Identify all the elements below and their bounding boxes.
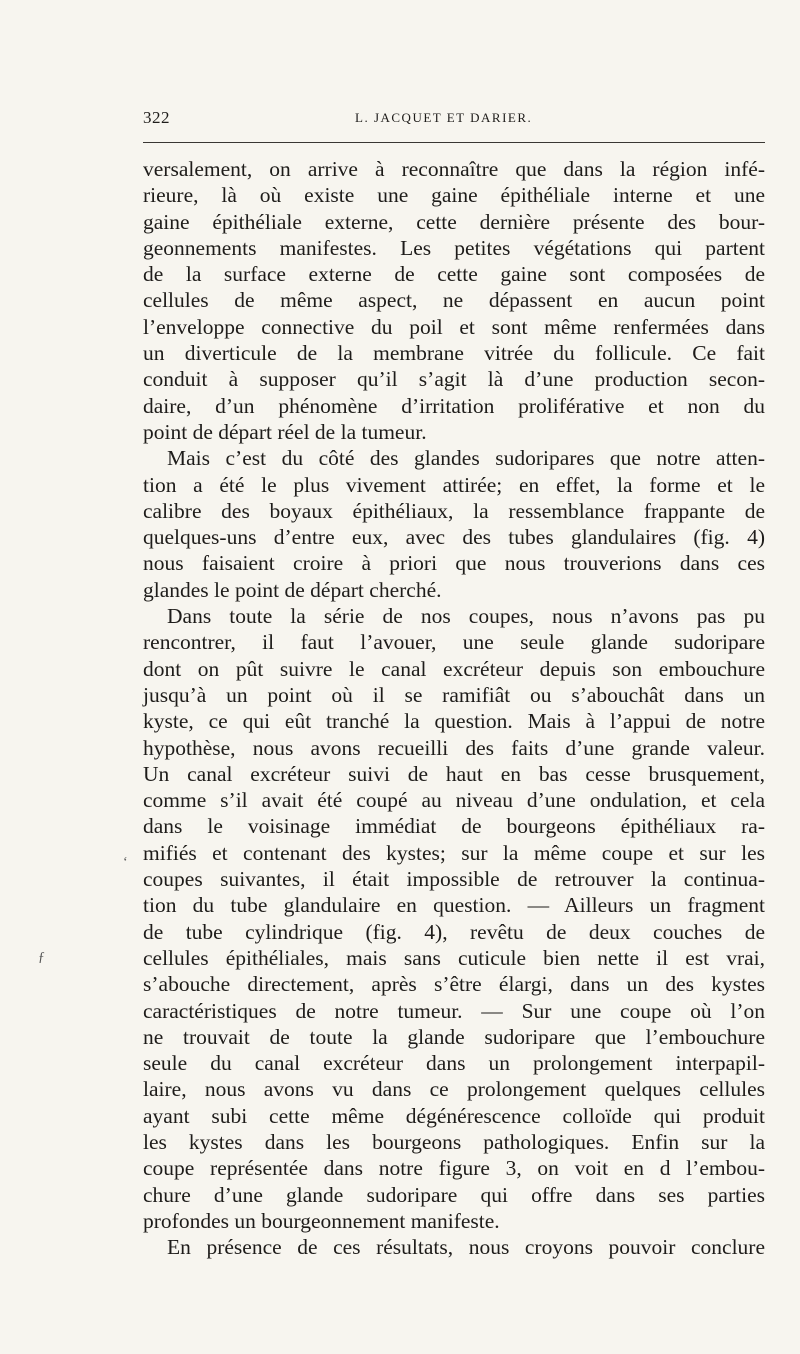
text-line: dont on pût suivre le canal excréteur depuis son embouchure [143,656,765,681]
text-line: quelques-uns d’entre eux, avec des tubes glandulaires (fig. 4) [143,525,765,550]
margin-mark: ‘ [123,855,128,870]
text-line: les kystes dans les bourgeons pathologiques. Enfin sur la [143,1129,765,1154]
page-number: 322 [143,108,170,127]
text-line: gaine épithéliale externe, cette dernière présente des bour- [143,209,765,234]
text-line: tion du tube glandulaire en question. — Ailleurs un fragment [143,893,765,918]
text-line: Un canal excréteur suivi de haut en bas cesse brusquement, [143,761,765,786]
text-line: glandes le point de départ cherché. [143,577,442,602]
text-line: Mais c’est du côté des glandes sudoripares que notre atten- [167,446,765,471]
text-line: un diverticule de la membrane vitrée du follicule. Ce fait [143,341,765,366]
text-line: calibre des boyaux épithéliaux, la ressemblance frappante de [143,498,765,523]
text-line: rieure, là où existe une gaine épithéliale interne et une [143,183,765,208]
text-line: En présence de ces résultats, nous croyons pouvoir conclure [167,1235,765,1260]
text-line: coupe représentée dans notre figure 3, on voit en d l’embou- [143,1156,765,1181]
text-line: conduit à supposer qu’il s’agit là d’une production secon- [143,367,765,392]
text-line: Dans toute la série de nos coupes, nous n’avons pas pu [167,604,765,629]
text-line: daire, d’un phénomène d’irritation proliférative et non du [143,393,765,418]
text-line: jusqu’à un point où il se ramifiât ou s’abouchât dans un [143,682,765,707]
text-line: cellules épithéliales, mais sans cuticule bien nette il est vrai, [143,945,765,970]
text-line: chure d’une glande sudoripare qui offre dans ses parties [143,1182,765,1207]
page-header [143,108,763,130]
text-line: profondes un bourgeonnement manifeste. [143,1208,500,1233]
text-line: ne trouvait de toute la glande sudoripare que l’embouchure [143,1024,765,1049]
text-line: versalement, on arrive à reconnaître que dans la région infé- [143,157,765,181]
margin-mark: ƒ [38,950,45,965]
header-rule [143,142,765,143]
text-line: hypothèse, nous avons recueilli des faits d’une grande valeur. [143,735,765,760]
text-line: de tube cylindrique (fig. 4), revêtu de deux couches de [143,919,765,944]
text-line: ayant subi cette même dégénérescence colloïde qui produit [143,1103,765,1128]
text-line: geonnements manifestes. Les petites végétations qui partent [143,235,765,260]
text-line: kyste, ce qui eût tranché la question. Mais à l’appui de notre [143,709,765,734]
text-line: cellules de même aspect, ne dépassent en aucun point [143,288,765,313]
text-line: dans le voisinage immédiat de bourgeons épithéliaux ra- [143,814,765,839]
body-text [143,156,765,1260]
text-line: de la surface externe de cette gaine sont composées de [143,262,765,287]
text-line: nous faisaient croire à priori que nous trouverions dans ces [143,551,765,576]
text-line: caractéristiques de notre tumeur. — Sur une coupe où l’on [143,998,765,1023]
text-line: coupes suivantes, il était impossible de retrouver la continua- [143,867,765,892]
text-line: l’enveloppe connective du poil et sont même renfermées dans [143,314,765,339]
text-line: seule du canal excréteur dans un prolongement interpapil- [143,1051,765,1076]
text-line: point de départ réel de la tumeur. [143,419,427,444]
text-line: s’abouche directement, après s’être élargi, dans un des kystes [143,972,765,997]
text-line: rencontrer, il faut l’avouer, une seule glande sudoripare [143,630,765,655]
text-line: comme s’il avait été coupé au niveau d’une ondulation, et cela [143,788,765,813]
text-line: mifiés et contenant des kystes; sur la même coupe et sur les [143,840,765,865]
text-line: laire, nous avons vu dans ce prolongement quelques cellules [143,1077,765,1102]
text-line: tion a été le plus vivement attirée; en effet, la forme et le [143,472,765,497]
running-head: L. JACQUET ET DARIER. [355,110,533,125]
